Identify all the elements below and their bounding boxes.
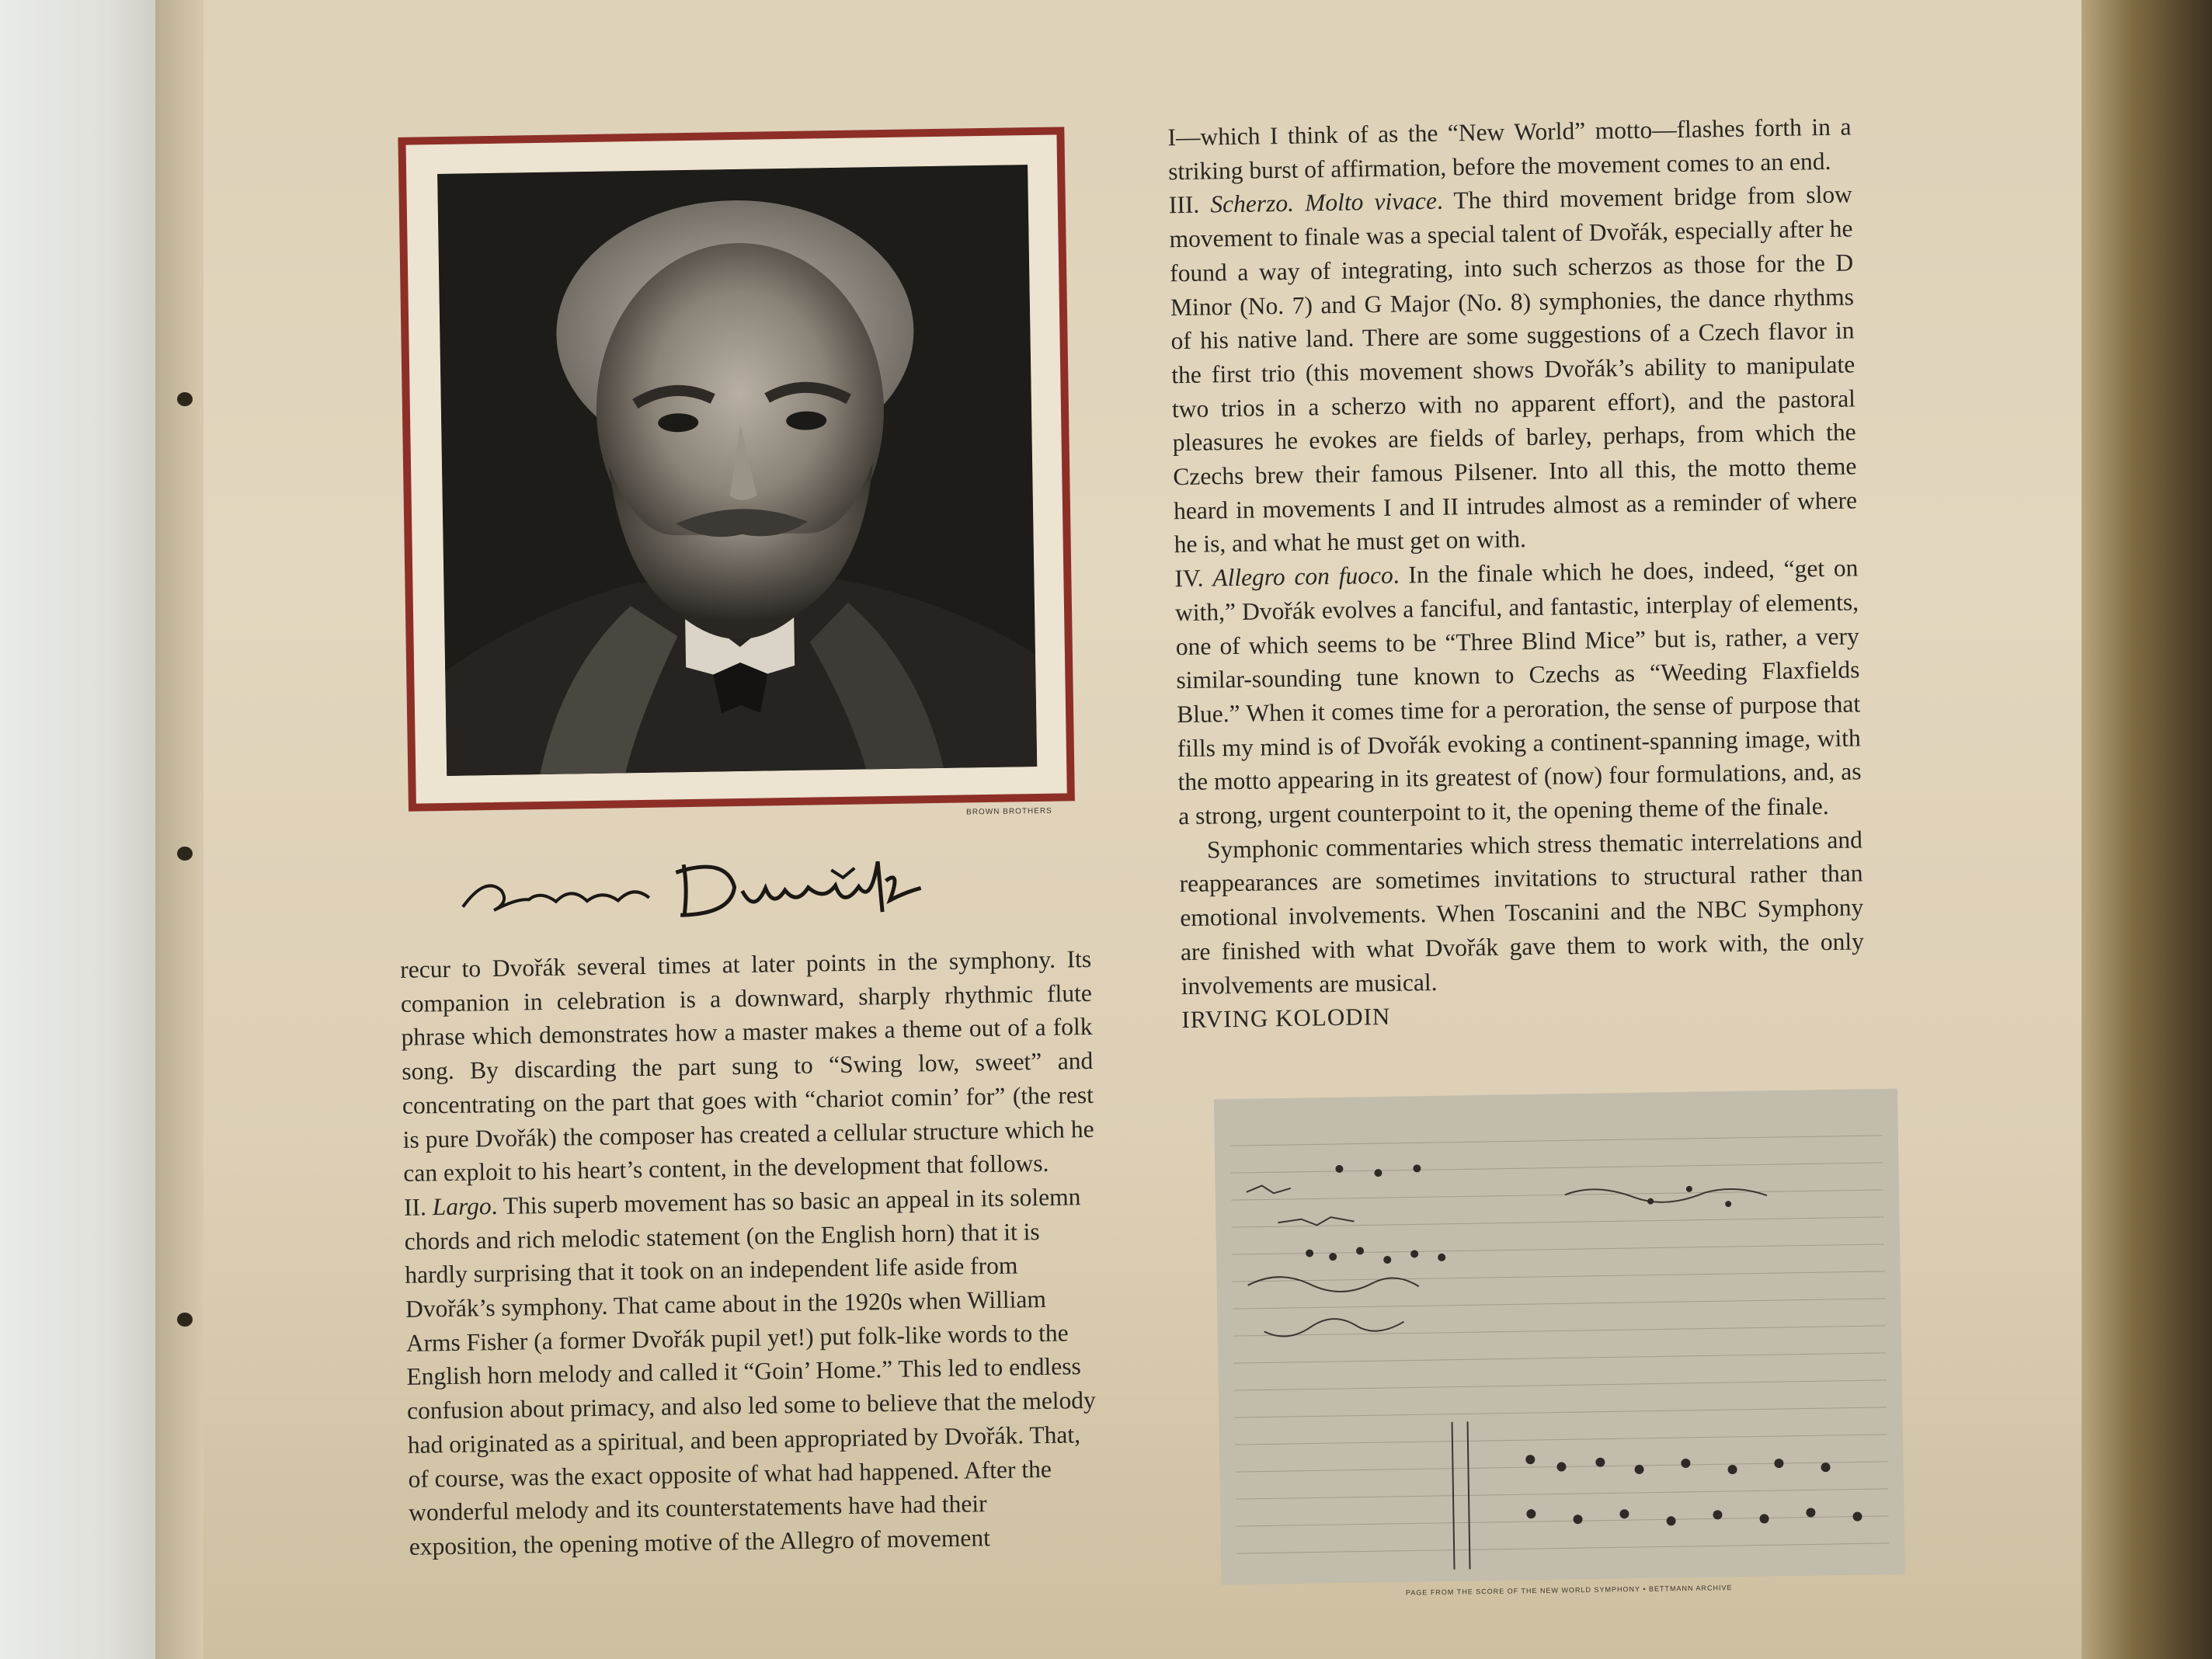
paragraph-text: . The third movement bridge from slow movement to finale was a special talent of Dvořák, especially after he found a way of integrating, into such scherzos as those for the D Minor (No. 7) and G Major (No. 8) symphonies, the dance rhythms of his native land. There are some suggestions of a Czech flavor in the first trio (this movement shows Dvořák’s ability to manipulate two trios in a scherzo with no apparent effort), and the pastoral pleasures he evokes are fields of barley, perhaps, from which the Czechs brew their famous Pilsener. Into all this, the motto theme heard in movements I and II intrudes almost as a reminder of where he is, and what he must get on with. [1169,180,1858,558]
movement-title: Largo [432,1192,492,1221]
autograph-signature [454,837,953,930]
right-text-column [1167,110,1865,1037]
dvorak-portrait [437,165,1037,776]
score-manuscript-image [1214,1089,1905,1585]
paragraph-scherzo [1169,178,1858,562]
paragraph-text: recur to Dvořák several times at later points in the symphony. Its companion in celebration is a downward, sharply rhythmic flute phrase which demonstrates how a master makes a theme out of a folk song. By discarding the part sung to “Swing low, sweet” and concentrating on the part that goes with “chariot comin’ for” (the rest is pure Dvořák) the composer has created a cellular structure which he can exploit to his heart’s content, in the development that follows. [399,944,1094,1188]
paragraph-finale [1174,551,1862,833]
portrait-frame [398,127,1075,811]
score-caption: PAGE FROM THE SCORE OF THE NEW WORLD SYMPHONY • BETTMANN ARCHIVE [1405,1584,1733,1597]
movement-title: Scherzo. Molto vivace [1210,187,1438,218]
author-byline: IRVING KOLODIN [1181,1003,1391,1034]
paragraph-text: I—which I think of as the “New World” motto—flashes forth in a striking burst of affirmation, before the movement comes to an end. [1167,113,1852,185]
paragraph-largo [404,1180,1101,1564]
paragraph-closing [1179,823,1865,1003]
paragraph-text: . In the finale which he does, indeed, “get on with,” Dvořák evolves a fanciful, and fantastic, interplay of elements, one of which seems to be “Three Blind Mice” but is, rather, a very similar-sounding tune known to Czechs as “Weeding Flaxfields Blue.” When it comes time for a peroration, the sense of purpose that fills my mind is of Dvořák evoking a continent-spanning image, with the motto appearing in its greatest of (now) four formulations, and, as a strong, urgent counterpoint to it, the opening theme of the finale. [1174,554,1862,830]
movement-number: III. [1168,190,1211,219]
paragraph-text: . This superb movement has so basic an appeal in its solemn chords and rich melodic statement (on the English horn) that it is hardly surprising that it took on an independent life aside from Dvořák’s symphony. That came about in the 1920s when William Arms Fisher (a former Dvořák pupil yet!) put folk-like words to the English horn melody and called it “Goin’ Home.” This led to endless confusion about primacy, and also led some to believe that the melody had originated as a spiritual, and been appropriated by Dvořák. That, of course, was the exact opposite of what had happened. After the wonderful melody and its counterstatements have had their exposition, the opening motive of the Allegro of movement [404,1183,1097,1560]
movement-number: II. [403,1193,433,1221]
left-text-column [400,942,1101,1564]
photo-credit: BROWN BROTHERS [966,806,1052,817]
paragraph [1167,110,1852,188]
paragraph-text: Symphonic commentaries which stress thematic interrelations and reappearances are sometimes invitations to structural rather than emotional involvements. When Toscanini and the NBC Symphony are finished with what Dvořák gave them to work with, the only involvements are musical. [1179,826,1865,1000]
movement-title: Allegro con fuoco [1212,561,1393,592]
movement-number: IV. [1174,564,1213,593]
paragraph [400,942,1095,1191]
